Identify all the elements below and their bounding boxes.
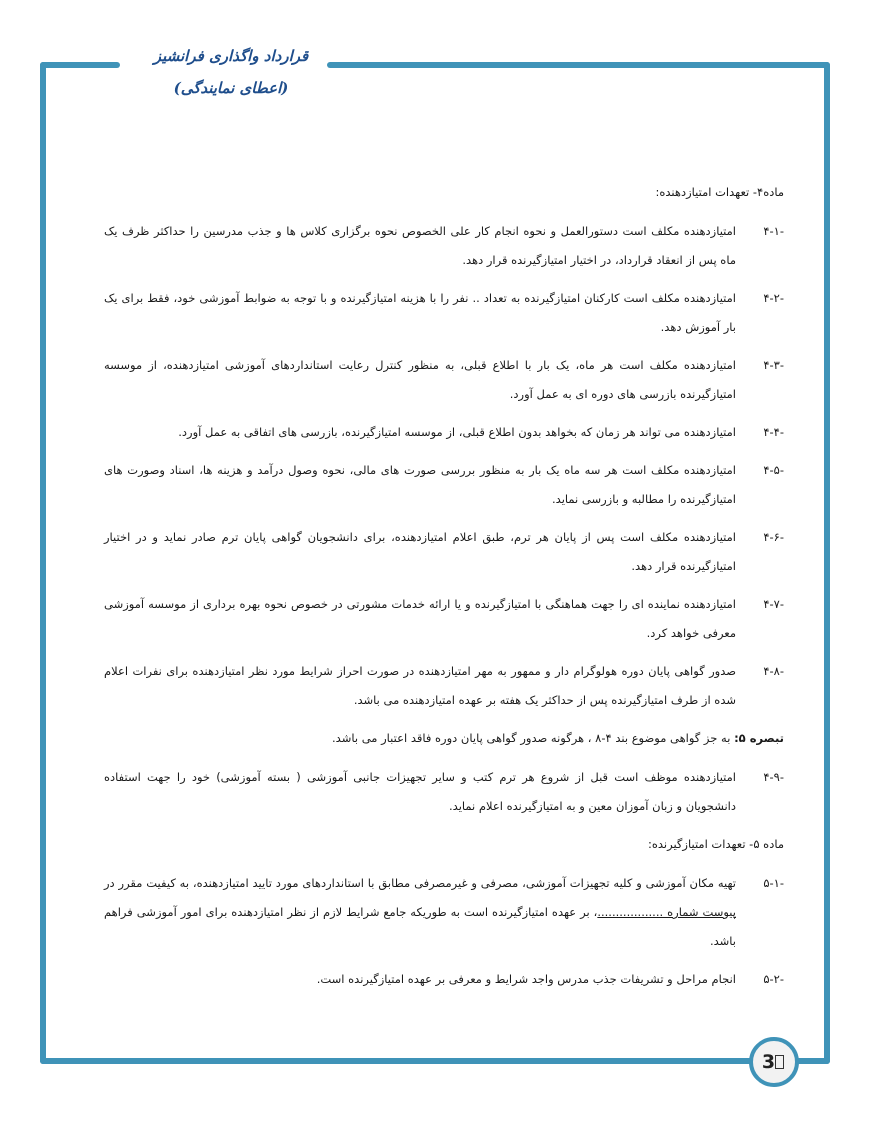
page-box-icon <box>775 1055 784 1069</box>
frame-border-top-right <box>327 62 830 68</box>
clause-number: ۵-۱- <box>763 876 784 890</box>
clause-4-7 <box>104 590 784 648</box>
clause-number: ۴-۸- <box>763 664 784 678</box>
clause-text-part-b: ، بر عهده امتیازگیرنده است به طوریکه جامع شرایط لازم از نظر امتیازدهنده برای امور آموزشی فراهم باشد. <box>104 905 736 948</box>
clause-text: امتیازدهنده مکلف است هر سه ماه یک بار به منظور بررسی صورت های مالی، نحوه وصول درآمد و هزینه ها، اسناد وصورت های امتیازگیرنده را مطالبه و بازرسی نماید. <box>104 463 736 506</box>
clause-4-9 <box>104 763 784 821</box>
clause-text: امتیازدهنده مکلف است پس از پایان هر ترم، طبق اعلام امتیازدهنده، برای دانشجویان گواهی پایان ترم صادر نماید و در اختیار امتیازگیرنده قرار دهد. <box>104 530 736 573</box>
frame-border-right <box>824 62 830 1064</box>
clause-text: امتیازدهنده مکلف است هر ماه، یک بار با اطلاع قبلی، به منظور کنترل رعایت استانداردهای آموزشی امتیازدهنده، از موسسه امتیازگیرنده بازرسی های دوره ای به عمل آورد. <box>104 358 736 401</box>
clause-text: امتیازدهنده موظف است قبل از شروع هر ترم کتب و سایر تجهیزات جانبی آموزشی ( بسته آموزشی) خود را جهت استفاده دانشجویان و زبان آموزان معین و به امتیازگیرنده اعلام نماید. <box>104 770 736 813</box>
clause-5-2 <box>104 965 784 994</box>
clause-text: امتیازدهنده نماینده ای را جهت هماهنگی با امتیازگیرنده و یا ارائه خدمات مشورتی در خصوص نحوه بهره برداری از موسسه آموزشی معرفی خواهد کرد. <box>104 597 736 640</box>
note-label: تبصره ۵: <box>734 731 784 745</box>
clause-text: امتیازدهنده مکلف است کارکنان امتیازگیرنده به تعداد .. نفر را با هزینه امتیازگیرنده و با توجه به ضوابط آموزشی خود، فقط برای یک بار آموزش دهد. <box>104 291 736 334</box>
clause-number: ۴-۹- <box>763 770 784 784</box>
page-number: 3 <box>761 1051 776 1073</box>
clause-5-1 <box>104 869 784 956</box>
clause-4-3 <box>104 351 784 409</box>
clause-number: ۴-۷- <box>763 597 784 611</box>
clause-number: ۴-۲- <box>763 291 784 305</box>
article-5-heading: ماده ۵- تعهدات امتیازگیرنده: <box>647 837 784 851</box>
clause-number: ۴-۴- <box>763 425 784 439</box>
frame-border-top-left <box>40 62 120 68</box>
clause-4-1 <box>104 217 784 275</box>
clause-4-6 <box>104 523 784 581</box>
clause-number: ۴-۵- <box>763 463 784 477</box>
clause-text: امتیازدهنده می تواند هر زمان که بخواهد بدون اطلاع قبلی، از موسسه امتیازگیرنده، بازرسی های اتفاقی به عمل آورد. <box>178 425 736 439</box>
document-header-title: قرارداد واگذاری فرانشیز (اعطای نمایندگی) <box>146 40 316 72</box>
note-text: به جز گواهی موضوع بند ۴-۸ ، هرگونه صدور گواهی پایان دوره فاقد اعتبار می باشد. <box>332 731 731 745</box>
clause-4-2 <box>104 284 784 342</box>
article-4-heading: ماده۴- تعهدات امتیازدهنده: <box>655 185 784 199</box>
clause-4-8 <box>104 657 784 715</box>
appendix-reference: پیوست شماره .................. <box>597 905 736 919</box>
clause-4-5 <box>104 456 784 514</box>
frame-border-bottom <box>40 1058 830 1064</box>
clause-text: امتیازدهنده مکلف است دستورالعمل و نحوه انجام کار علی الخصوص نحوه برگزاری کلاس ها و جذب مدرسین را حداکثر ظرف یک ماه پس از انعقاد قرارداد، در اختیار امتیازگیرنده قرار دهد. <box>104 224 736 267</box>
document-body <box>104 178 784 1003</box>
page-number-badge <box>749 1037 799 1087</box>
clause-4-4 <box>104 418 784 447</box>
clause-number: ۴-۳- <box>763 358 784 372</box>
note-5 <box>104 724 784 753</box>
clause-number: ۴-۱- <box>763 224 784 238</box>
clause-text: انجام مراحل و تشریفات جذب مدرس واجد شرایط و معرفی بر عهده امتیازگیرنده است. <box>316 972 736 986</box>
clause-number: ۵-۲- <box>763 972 784 986</box>
clause-text-part-a: تهیه مکان آموزشی و کلیه تجهیزات آموزشی، مصرفی و غیرمصرفی مطابق با استانداردهای مورد تایید امتیازدهنده، به کیفیت مقرر در <box>104 876 736 890</box>
frame-border-left <box>40 62 46 1064</box>
clause-text: صدور گواهی پایان دوره هولوگرام دار و ممهور به مهر امتیازدهنده در صورت احراز شرایط مورد نظر امتیازدهنده برای نفرات اعلام شده از طرف امتیازگیرنده پس از حداکثر یک هفته بر عهده امتیازدهنده می باشد. <box>104 664 736 707</box>
clause-number: ۴-۶- <box>763 530 784 544</box>
